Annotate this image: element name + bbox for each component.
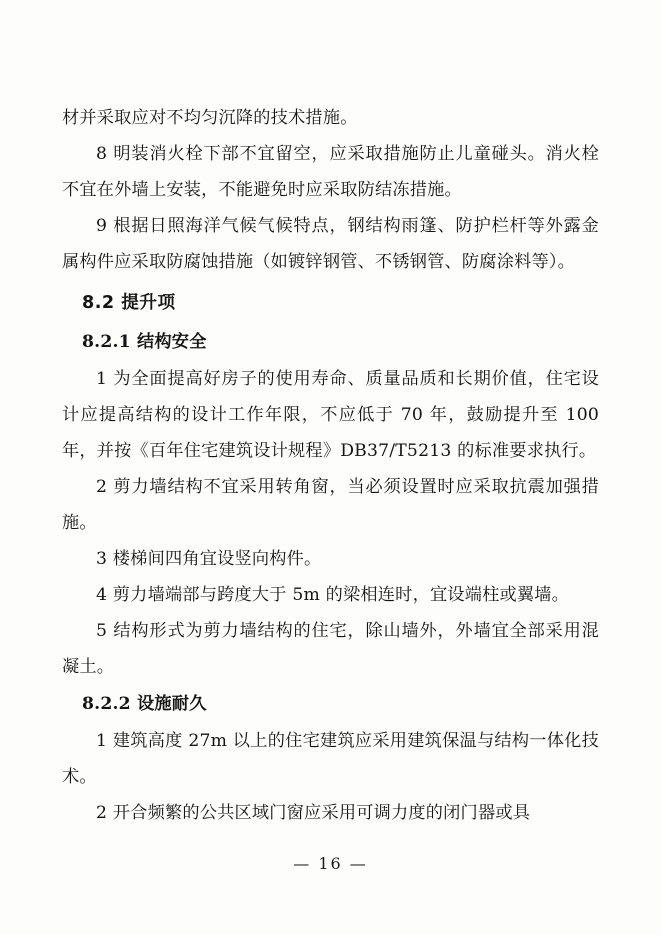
paragraph: 2 剪力墙结构不宜采用转角窗，当必须设置时应采取抗震加强措施。 [62, 477, 599, 533]
page-number: — 16 — [293, 854, 368, 873]
section-heading-8-2: 8.2 提升项 [82, 293, 176, 313]
paragraph: 3 楼梯间四角宜设竖向构件。 [96, 549, 322, 569]
paragraph: 1 为全面提高好房子的使用寿命、质量品质和长期价值，住宅设计应提高结构的设计工作年限，不应低于 70 年，鼓励提升至 100 年，并按《百年住宅建筑设计规程》DB37/T5213 的标准要求执行。 [62, 369, 599, 461]
section-heading-8-2-1: 8.2.1 结构安全 [82, 332, 207, 352]
paragraph: 材并采取应对不均匀沉降的技术措施。 [62, 108, 358, 128]
paragraph: 2 开合频繁的公共区域门窗应采用可调力度的闭门器或具 [96, 803, 531, 823]
paragraph: 8 明装消火栓下部不宜留空，应采取措施防止儿童碰头。消火栓不宜在外墙上安装，不能避免时应采取防结冻措施。 [62, 144, 599, 200]
paragraph: 5 结构形式为剪力墙结构的住宅，除山墙外，外墙宜全部采用混凝土。 [62, 621, 599, 677]
section-heading-8-2-2: 8.2.2 设施耐久 [82, 694, 207, 714]
paragraph: 9 根据日照海洋气候气候特点，钢结构雨篷、防护栏杆等外露金属构件应采取防腐蚀措施（如镀锌钢管、不锈钢管、防腐涂料等）。 [62, 216, 599, 272]
paragraph: 1 建筑高度 27m 以上的住宅建筑应采用建筑保温与结构一体化技术。 [62, 731, 599, 787]
paragraph: 4 剪力墙端部与跨度大于 5m 的梁相连时，宜设端柱或翼墙。 [96, 585, 570, 605]
document-body [62, 100, 599, 831]
